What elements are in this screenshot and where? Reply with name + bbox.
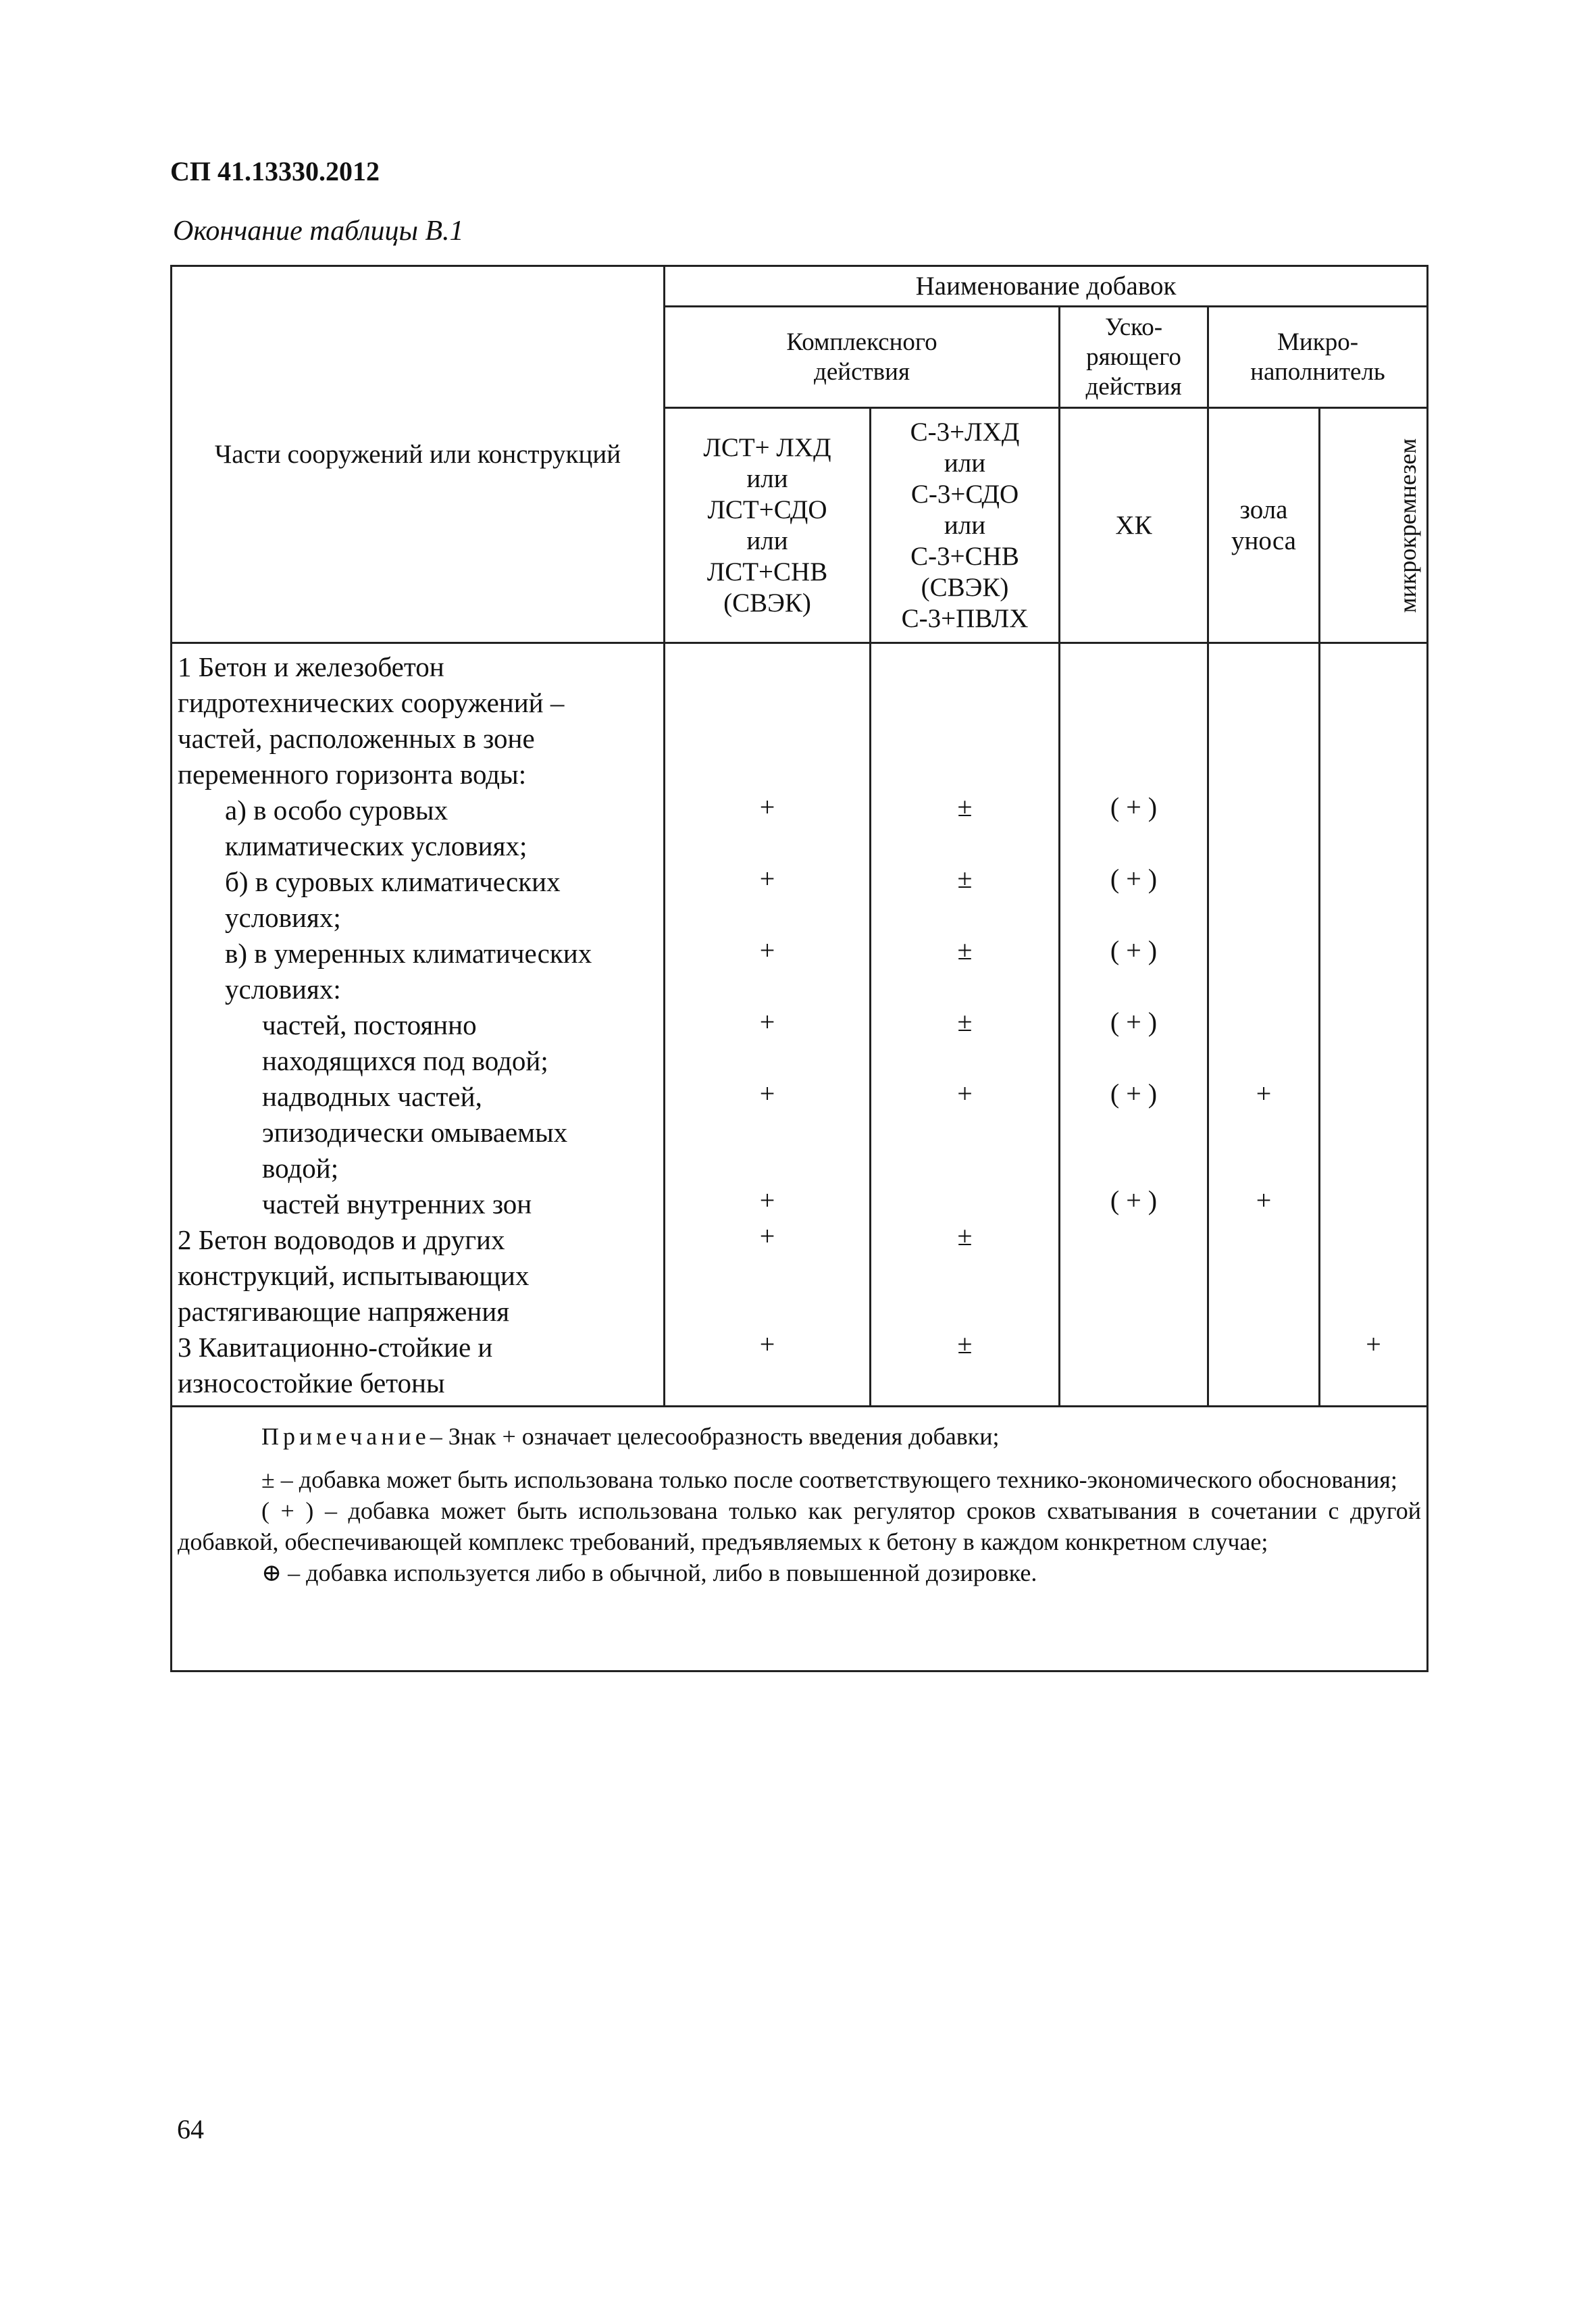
- row-line: а) в особо суровых: [225, 795, 448, 826]
- note-line: ⊕ – добавка используется либо в обычной, либо в повышенной дозировке.: [261, 1559, 1037, 1586]
- column-header-lst: ЛСТ+ ЛХД или ЛСТ+СДО или ЛСТ+СНВ (СВЭК): [665, 408, 871, 643]
- row-line: 2 Бетон водоводов и других: [178, 1224, 505, 1255]
- additives-table: [170, 265, 1428, 1672]
- note-line: ( + ) – добавка может быть использована только как регулятор сроков схватывания в сочетании с другой добавкой, обеспечивающей комплекс требований, предъявляемых к бетону в каждом конкретном случае;: [178, 1497, 1422, 1555]
- row-line: 3 Кавитационно-стойкие и: [178, 1332, 493, 1363]
- subgroup-microfiller: Микро- наполнитель: [1208, 307, 1428, 408]
- row-header: Части сооружений или конструкций: [214, 439, 621, 469]
- column-header-hk: ХК: [1060, 408, 1208, 643]
- table-note: [172, 1407, 1428, 1671]
- table-caption: Окончание таблицы В.1: [173, 216, 464, 247]
- marks-col-s3: ± ± ± ± + ± ±: [871, 643, 1060, 1407]
- row-line: в) в умеренных климатических: [225, 938, 592, 969]
- page-number: 64: [177, 2114, 204, 2144]
- row-line: износостойкие бетоны: [178, 1367, 445, 1399]
- row-line: б) в суровых климатических: [225, 866, 561, 897]
- subgroup-accelerating: Уско- ряющего действия: [1060, 307, 1208, 408]
- marks-col-lst: + + + + + + + +: [665, 643, 871, 1407]
- microsilica-label: микрокремнезем: [1394, 438, 1422, 613]
- document-code: СП 41.13330.2012: [170, 156, 380, 186]
- row-line: климатических условиях;: [225, 830, 527, 861]
- marks-col-hk: ( + ) ( + ) ( + ) ( + ) ( + ) ( + ): [1060, 643, 1208, 1407]
- column-header-microsilica: [1320, 408, 1428, 643]
- row-line: частей, расположенных в зоне: [178, 723, 535, 754]
- row-line: водой;: [262, 1153, 339, 1184]
- row-line: условиях:: [225, 974, 341, 1005]
- marks-col-fly-ash: + +: [1208, 643, 1320, 1407]
- row-line: частей, постоянно: [262, 1009, 477, 1040]
- row-line: частей внутренних зон: [262, 1188, 532, 1219]
- row-line: надводных частей,: [262, 1081, 482, 1112]
- row-line: 1 Бетон и железобетон: [178, 651, 444, 682]
- subgroup-complex: Комплексного действия: [665, 307, 1060, 408]
- row-line: условиях;: [225, 902, 341, 933]
- column-header-s3: С-3+ЛХД или С-3+СДО или С-3+СНВ (СВЭК) С-3+ПВЛХ: [871, 408, 1060, 643]
- marks-col-microsilica: +: [1320, 643, 1428, 1407]
- column-header-fly-ash: зола уноса: [1208, 408, 1320, 643]
- row-line: находящихся под водой;: [262, 1045, 548, 1076]
- row-line: конструкций, испытывающих: [178, 1260, 530, 1291]
- row-line: эпизодически омываемых: [262, 1117, 568, 1148]
- row-labels-cell: [172, 643, 665, 1407]
- row-line: растягивающие напряжения: [178, 1296, 510, 1327]
- row-header-cell: [172, 266, 665, 643]
- note-line: – Знак + означает целесообразность введения добавки;: [430, 1423, 1000, 1450]
- row-line: гидротехнических сооружений –: [178, 687, 565, 718]
- note-line: ± – добавка может быть использована только после соответствующего технико-экономического обоснования;: [261, 1466, 1397, 1493]
- row-line: переменного горизонта воды:: [178, 759, 527, 790]
- note-label: Примечание: [261, 1423, 430, 1450]
- group-header: Наименование добавок: [665, 266, 1428, 307]
